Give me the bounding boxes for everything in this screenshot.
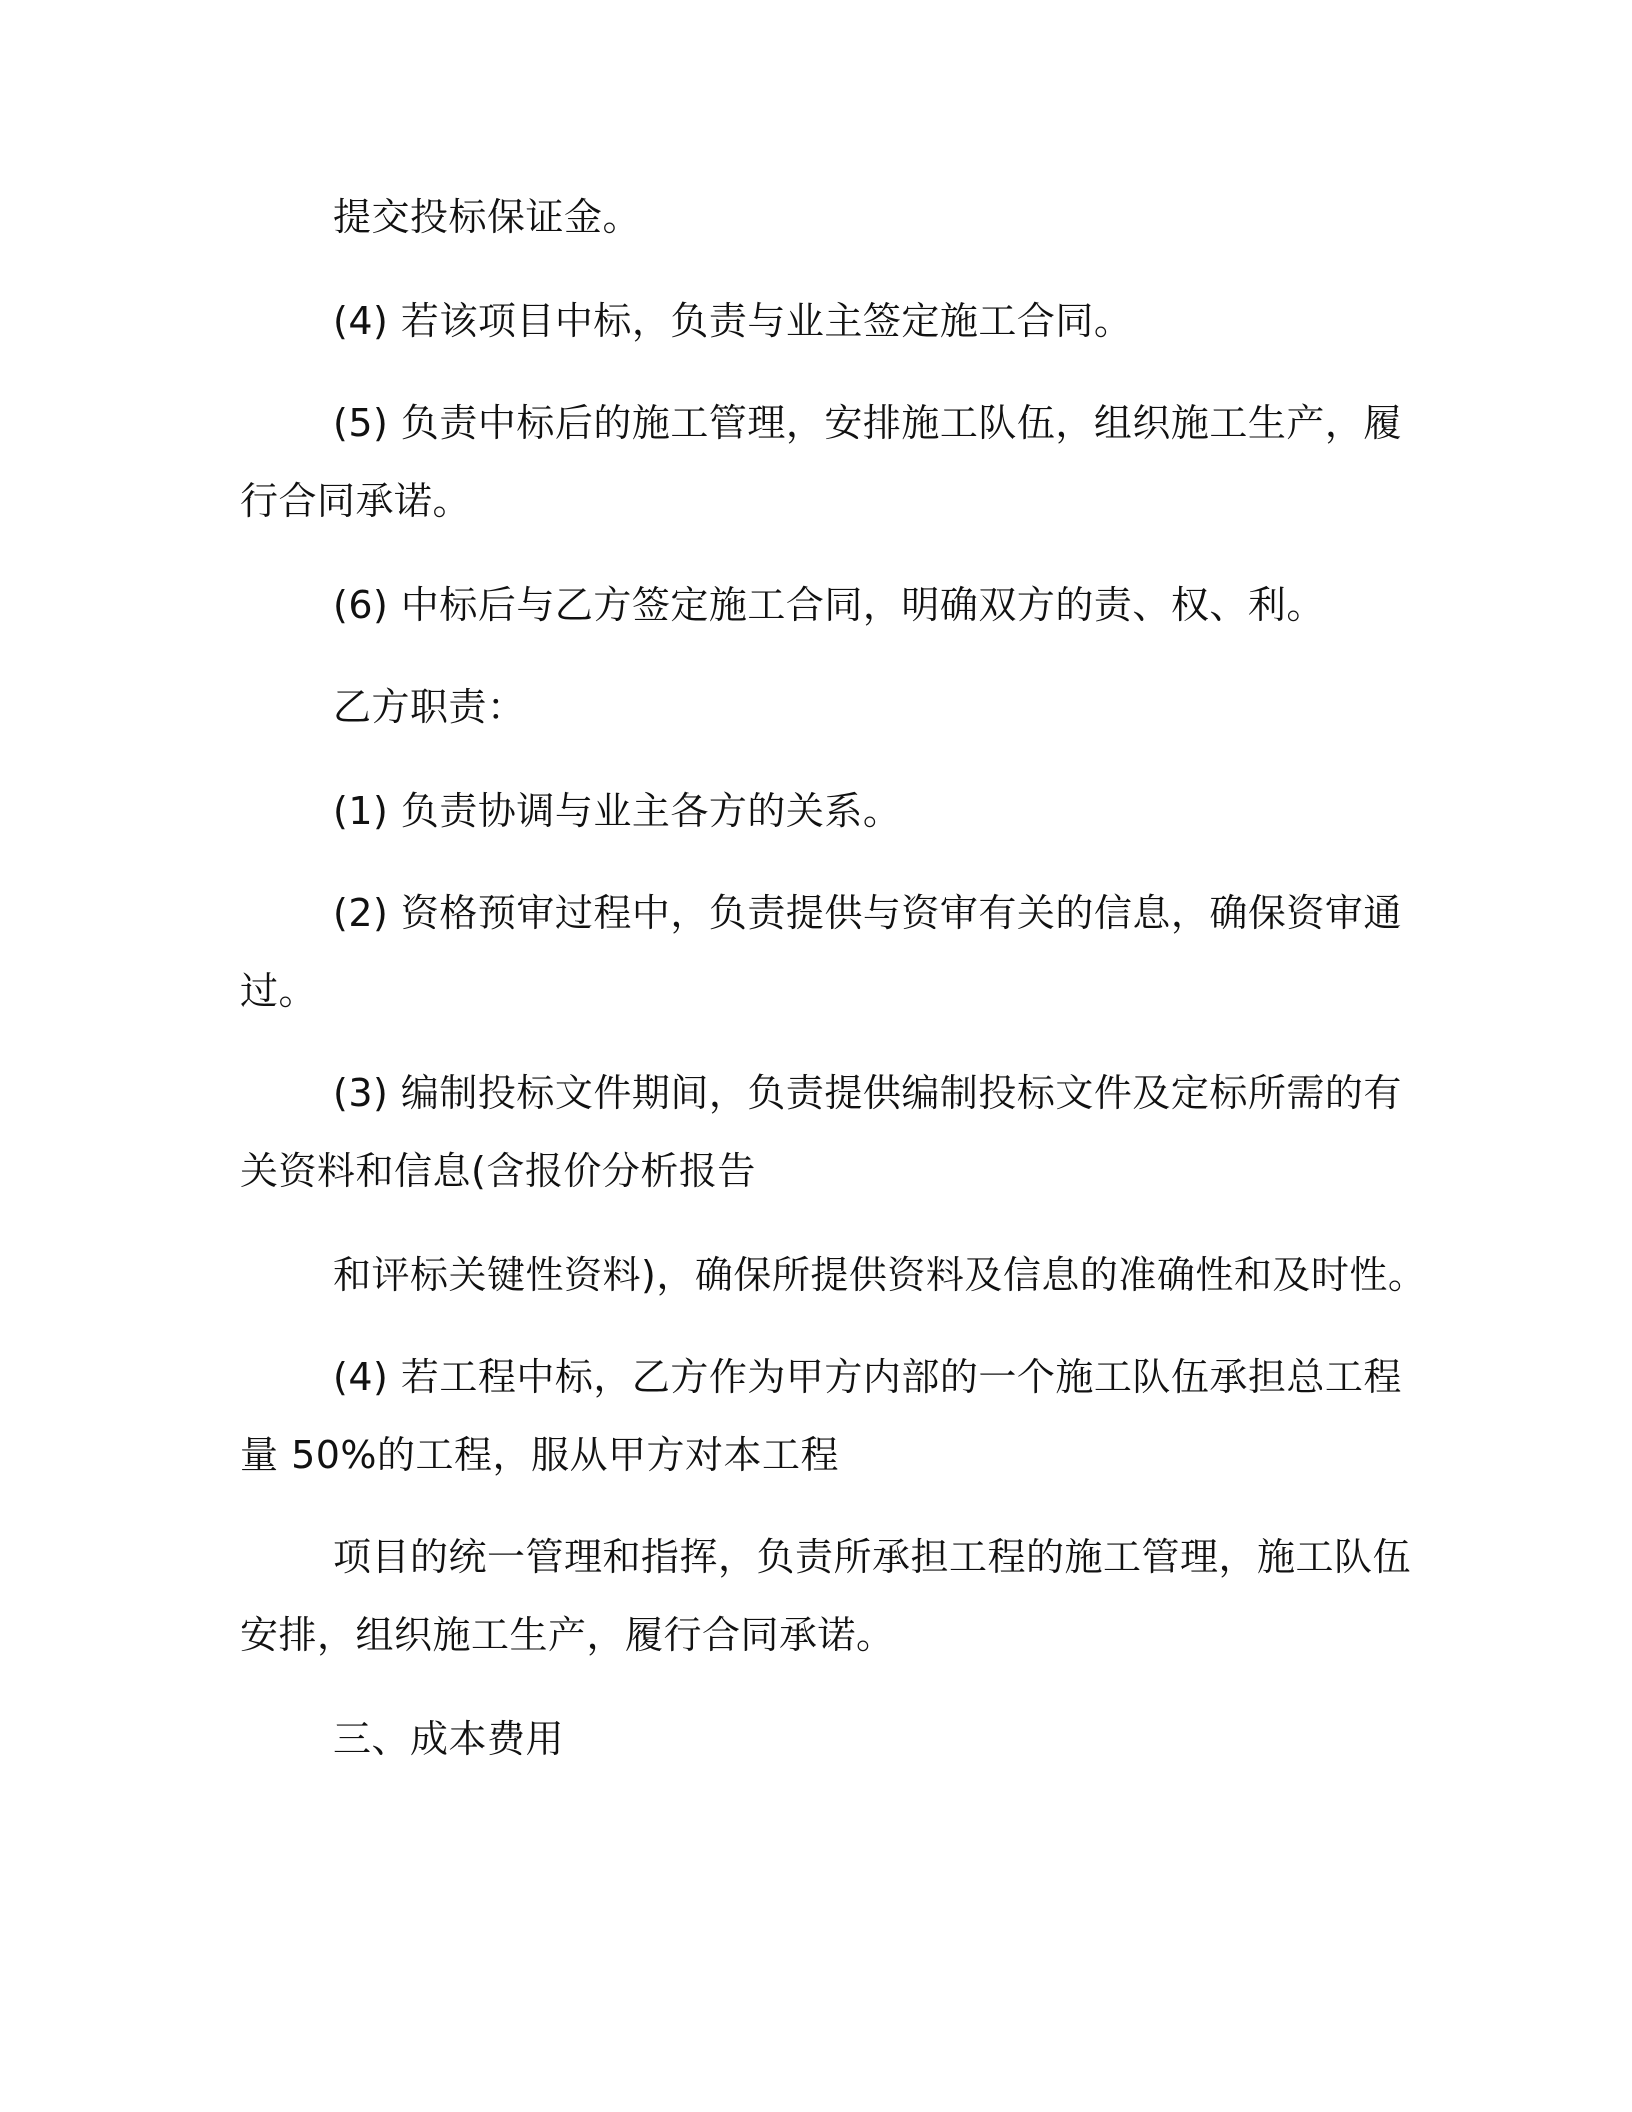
paragraph-line: 量 50%的工程，服从甲方对本工程 — [240, 1433, 840, 1477]
section-heading: 三、成本费用 — [333, 1717, 565, 1761]
paragraph-line: 和评标关键性资料)，确保所提供资料及信息的准确性和及时性。 — [333, 1253, 1427, 1297]
paragraph-line: (5) 负责中标后的施工管理，安排施工队伍，组织施工生产，履 — [333, 401, 1402, 445]
paragraph-line: 过。 — [240, 969, 318, 1013]
paragraph-line: (4) 若工程中标，乙方作为甲方内部的一个施工队伍承担总工程 — [333, 1355, 1402, 1399]
paragraph-line: 安排，组织施工生产，履行合同承诺。 — [240, 1613, 895, 1657]
paragraph-line: 项目的统一管理和指挥，负责所承担工程的施工管理，施工队伍 — [333, 1535, 1412, 1579]
paragraph-line: 行合同承诺。 — [240, 479, 472, 523]
paragraph-line: (3) 编制投标文件期间，负责提供编制投标文件及定标所需的有 — [333, 1071, 1402, 1115]
paragraph-line: 关资料和信息(含报价分析报告 — [240, 1149, 756, 1193]
paragraph-line: (1) 负责协调与业主各方的关系。 — [333, 789, 902, 833]
paragraph-line: (4) 若该项目中标，负责与业主签定施工合同。 — [333, 299, 1133, 343]
paragraph-line: (6) 中标后与乙方签定施工合同，明确双方的责、权、利。 — [333, 583, 1325, 627]
paragraph-line: (2) 资格预审过程中，负责提供与资审有关的信息，确保资审通 — [333, 891, 1402, 935]
paragraph-line: 提交投标保证金。 — [333, 195, 642, 239]
section-heading: 乙方职责： — [333, 685, 526, 729]
